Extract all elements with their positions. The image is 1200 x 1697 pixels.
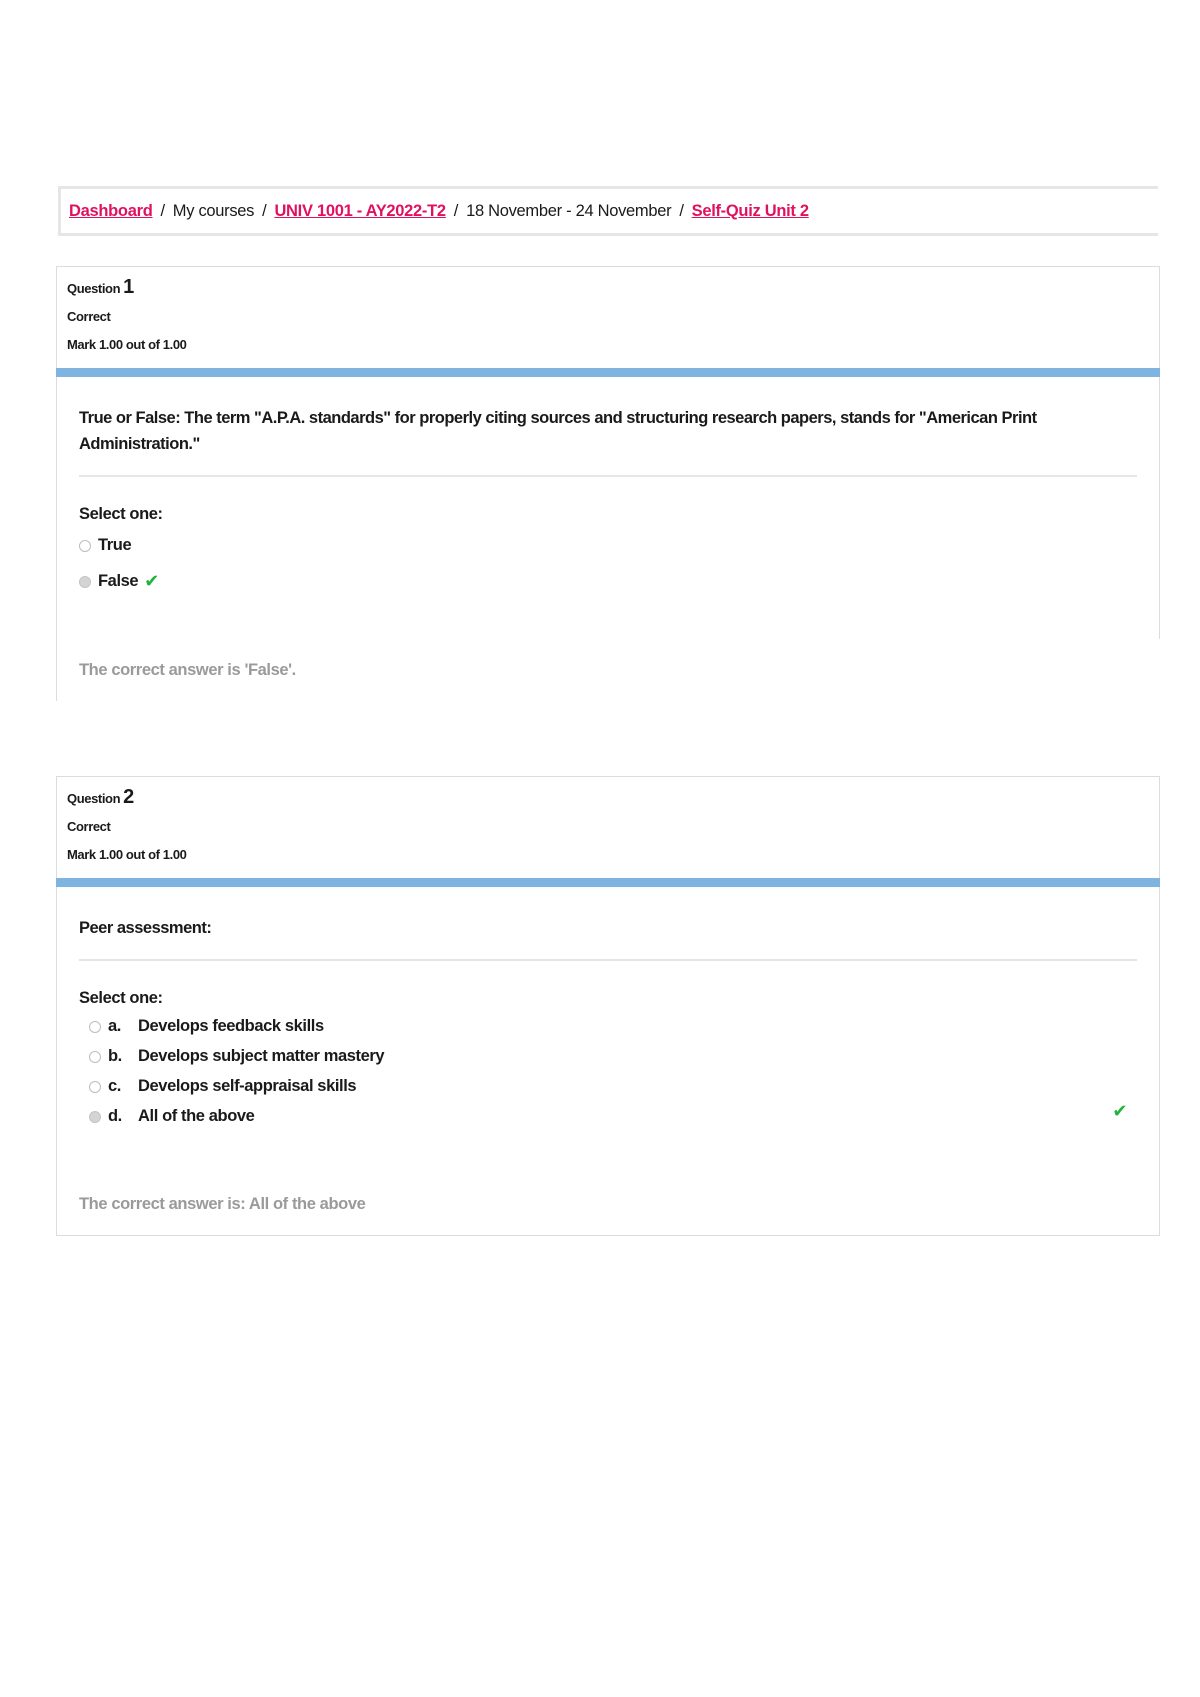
question-grade: Mark 1.00 out of 1.00 [67, 337, 187, 352]
radio-button[interactable] [89, 1081, 101, 1093]
question-divider-bar [56, 878, 1160, 887]
question-content [56, 377, 1160, 639]
breadcrumb-separator: / [679, 201, 684, 220]
question-state: Correct [67, 309, 111, 324]
answer-label: All of the above [138, 1107, 255, 1125]
answer-option-true[interactable] [79, 536, 1137, 555]
question-content [56, 887, 1160, 1173]
question-label: Question [67, 281, 121, 296]
answer-letter: a. [108, 1017, 121, 1035]
question-state: Correct [67, 819, 111, 834]
answer-letter: c. [108, 1077, 121, 1095]
answer-label: Develops self-appraisal skills [138, 1077, 357, 1095]
check-icon: ✔ [1112, 1101, 1127, 1121]
answer-label: Develops subject matter mastery [138, 1047, 385, 1065]
question-1 [56, 266, 1160, 701]
answer-option-d[interactable] [79, 1101, 1137, 1126]
answer-label: False [98, 572, 139, 590]
answer-letter: b. [108, 1047, 122, 1065]
question-text: Peer assessment: [79, 915, 1137, 961]
answer-option-b[interactable] [79, 1047, 1137, 1066]
radio-button[interactable] [89, 1051, 101, 1063]
breadcrumb-my-courses: My courses [172, 201, 255, 220]
question-number-value: 2 [123, 786, 134, 808]
answer-option-false[interactable] [79, 571, 1137, 592]
breadcrumb-dashboard-link[interactable]: Dashboard [69, 201, 153, 220]
breadcrumb-separator: / [453, 201, 459, 220]
answer-option-c[interactable] [79, 1077, 1137, 1096]
correct-answer-feedback: The correct answer is 'False'. [56, 639, 1160, 701]
correct-answer-feedback: The correct answer is: All of the above [56, 1173, 1160, 1236]
answer-option-a[interactable] [79, 1017, 1137, 1036]
question-info [56, 266, 1160, 368]
check-icon: ✔ [144, 571, 159, 591]
question-grade: Mark 1.00 out of 1.00 [67, 847, 187, 862]
question-label: Question [67, 791, 121, 806]
breadcrumb-separator: / [262, 201, 267, 220]
question-2 [56, 776, 1160, 1236]
answer-label: Develops feedback skills [138, 1017, 324, 1035]
radio-button-selected[interactable] [79, 576, 91, 588]
question-number-value: 1 [123, 276, 134, 298]
question-divider-bar [56, 368, 1160, 377]
radio-button[interactable] [89, 1021, 101, 1033]
breadcrumb-quiz-link[interactable]: Self-Quiz Unit 2 [691, 201, 809, 220]
breadcrumb [58, 186, 1158, 236]
answer-label: True [98, 536, 132, 554]
question-number [67, 786, 1159, 809]
radio-button[interactable] [79, 540, 91, 552]
select-one-prompt: Select one: [79, 505, 163, 523]
breadcrumb-separator: / [160, 201, 165, 220]
question-info [56, 776, 1160, 878]
answer-letter: d. [108, 1107, 122, 1125]
question-number [67, 276, 1159, 299]
select-one-prompt: Select one: [79, 989, 163, 1007]
radio-button-selected[interactable] [89, 1111, 101, 1123]
question-text: True or False: The term "A.P.A. standards" for properly citing sources and structuring research papers, stands for "American Print Administration." [79, 405, 1137, 477]
breadcrumb-week: 18 November - 24 November [466, 201, 672, 220]
breadcrumb-course-link[interactable]: UNIV 1001 - AY2022-T2 [274, 201, 446, 220]
